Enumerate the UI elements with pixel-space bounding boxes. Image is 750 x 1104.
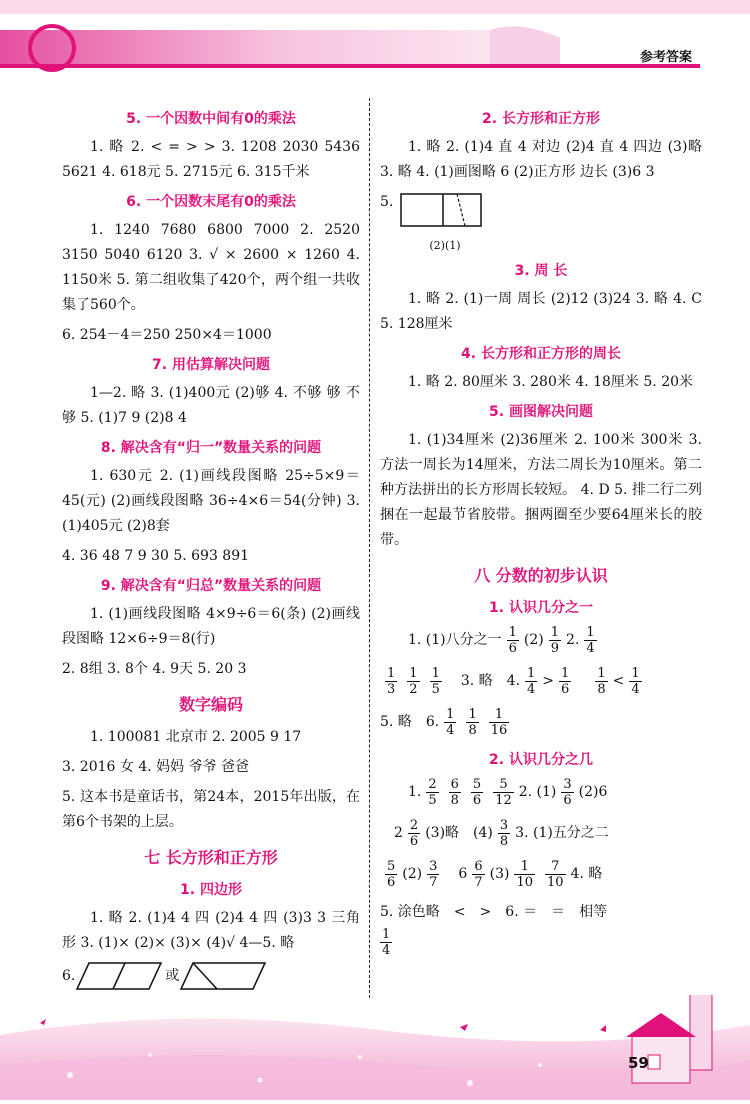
denominator: 16 (490, 723, 508, 738)
fraction (444, 707, 456, 738)
fraction-row (380, 666, 702, 697)
numerator: 1 (550, 625, 560, 640)
denominator: 6 (409, 834, 419, 849)
fraction (385, 859, 397, 890)
denominator: 5 (428, 793, 437, 808)
fraction (426, 777, 438, 808)
denominator: 4 (527, 682, 536, 697)
answer-text: 2 (394, 825, 403, 841)
answer-text: 4. 略 (570, 866, 603, 882)
fraction (430, 666, 442, 697)
denominator: 7 (474, 875, 483, 890)
answer-text: 1. 略 2. (1)4 4 四 (2)4 4 四 (3)3 3 三角形 3. (1)× (2)× (3)× (4)√ 4—5. 略 (62, 910, 360, 951)
denominator: 4 (586, 641, 595, 656)
answer-text: 1. 略 2. (1)4 直 4 对边 (2)4 直 4 四边 (3)略 3. 略 4. (1)画图略 6 (2)正方形 边长 (3)6 3 (380, 139, 702, 180)
section-title: 1. 四边形 (180, 882, 242, 898)
section-title: 2. 长方形和正方形 (482, 111, 600, 127)
denominator: 6 (508, 641, 517, 656)
numerator: 1 (586, 625, 595, 640)
chapter-title: 八 分数的初步认识 (474, 566, 608, 585)
denominator: 8 (468, 723, 477, 738)
denominator: 8 (499, 834, 509, 849)
section-title: 7. 用估算解决问题 (152, 357, 270, 373)
numerator: 1 (508, 625, 517, 640)
header-label: 参考答案 (639, 50, 692, 65)
rectangle-trapezoid-figure (399, 190, 483, 230)
or-label: 或 (165, 967, 180, 984)
answer-text: 1. 100081 北京市 2. 2005 9 17 (90, 729, 302, 745)
answer-text: 相等 (579, 904, 608, 920)
numerator: 2 (409, 818, 419, 833)
denominator: 6 (563, 793, 572, 808)
left-column (62, 104, 360, 1001)
numerator: 1 (489, 707, 510, 723)
fraction (545, 859, 566, 890)
fraction-row (380, 900, 702, 925)
numerator: 6 (450, 777, 459, 792)
section-title: 3. 周 长 (514, 263, 568, 279)
denominator: 6 (561, 682, 570, 697)
comparison-sign: > (479, 904, 492, 920)
numerator: 3 (429, 859, 438, 874)
fraction-row (380, 818, 702, 849)
fraction (449, 777, 461, 808)
fraction (408, 818, 420, 849)
question-number: 5. (380, 194, 394, 210)
answer-text: (2) (523, 632, 544, 648)
numerator: 6 (474, 859, 483, 874)
fraction (466, 707, 478, 738)
fraction (525, 666, 537, 697)
answer-text: 1. 630元 2. (1)画线段图略 25÷5×9＝45(元) (2)画线段图略 36÷4×6＝54(分钟) 3. (1)405元 (2)8套 (62, 468, 360, 534)
denominator: 7 (429, 875, 438, 890)
denominator: 4 (631, 682, 640, 697)
section-title: 4. 长方形和正方形的周长 (461, 346, 621, 362)
numerator: 5 (472, 777, 482, 792)
answer-text: ＝ (551, 904, 566, 920)
denominator: 4 (382, 943, 391, 958)
fraction (380, 927, 392, 958)
answer-text: 2. (1) (518, 784, 557, 800)
answer-text: 5. 略 (380, 714, 412, 730)
page-number: 59 (628, 1054, 649, 1072)
page-header (0, 0, 750, 95)
answer-text: 6. 254－4＝250 250×4＝1000 (62, 327, 272, 343)
answer-text: 6. (425, 714, 440, 730)
answer-text: (3)略 (425, 825, 460, 841)
comparison-sign: < (453, 904, 466, 920)
page-footer (0, 995, 750, 1100)
answer-text: 1. (1)34厘米 (2)36厘米 2. 100米 300米 3. 方法一周长为14厘米，方法二周长为10厘米。第二种方法拼出的长方形周长较短。 4. D 5. 排二行二列捆在一起最节省胶带。捆两圈至少要64厘米长的胶带。 (380, 432, 702, 548)
question-number: 6. (62, 967, 76, 984)
fraction (489, 707, 510, 738)
fraction-row (380, 927, 702, 958)
fraction (407, 666, 419, 697)
numerator: 1 (561, 666, 570, 681)
answer-text: 1. 1240 7680 6800 7000 2. 2520 3150 5040 6120 3. √ × 2600 × 1260 4. 1150米 5. 第二组收集了420个，两个组一共收集了560个。 (62, 222, 360, 313)
chapter-title: 数字编码 (178, 695, 243, 714)
answer-text: 1. (1)八分之一 (408, 632, 502, 648)
fraction-row (380, 625, 702, 656)
fraction (385, 666, 397, 697)
fraction (472, 859, 484, 890)
fraction (629, 666, 641, 697)
numerator: 3 (499, 818, 509, 833)
answer-text: 4. (506, 673, 521, 689)
comparison-sign: > (542, 673, 555, 689)
numerator: 1 (387, 666, 396, 681)
right-column (380, 104, 702, 968)
section-title: 2. 认识几分之几 (489, 752, 593, 768)
fraction (595, 666, 607, 697)
figure-label: (2)(1) (429, 239, 461, 252)
answer-text: 5. 这本书是童话书，第24本，2015年出版，在第6个书架的上层。 (62, 789, 360, 830)
denominator: 4 (446, 723, 455, 738)
fraction (498, 818, 510, 849)
numerator: 7 (545, 859, 566, 875)
answer-text: 1. (408, 784, 422, 800)
denominator: 2 (409, 682, 418, 697)
fraction (471, 777, 483, 808)
figure-block (399, 190, 483, 253)
parallelogram-split-figure (75, 961, 165, 991)
denominator: 8 (597, 682, 606, 697)
fraction (559, 666, 571, 697)
section-title: 8. 解决含有“归一”数量关系的问题 (100, 440, 322, 456)
answer-text: (2) (402, 866, 423, 882)
numerator: 5 (387, 859, 396, 874)
fraction-row (380, 777, 702, 808)
comparison-sign: < (612, 673, 625, 689)
answer-text: 6. ＝ (505, 904, 538, 920)
fraction (507, 625, 519, 656)
answer-text: 4. 36 48 7 9 30 5. 693 891 (62, 548, 250, 564)
fraction (561, 777, 573, 808)
section-title: 1. 认识几分之一 (489, 600, 593, 616)
fraction (584, 625, 596, 656)
chapter-title: 七 长方形和正方形 (144, 848, 278, 867)
denominator: 9 (550, 641, 560, 656)
denominator: 6 (472, 793, 482, 808)
numerator: 2 (428, 777, 437, 792)
answer-text: 1. (1)画线段图略 4×9÷6＝6(条) (2)画线段图略 12×6÷9＝8(行) (62, 606, 360, 647)
section-title: 6. 一个因数末尾有0的乘法 (126, 194, 296, 210)
figure-row (380, 190, 702, 253)
parallelogram-split-figure-alt (179, 961, 269, 991)
numerator: 1 (382, 927, 391, 942)
fraction-row (380, 707, 702, 738)
section-title: 9. 解决含有“归总”数量关系的问题 (100, 578, 322, 594)
fraction-row (380, 859, 702, 890)
numerator: 1 (597, 666, 606, 681)
answer-text: 2. 8组 3. 8个 4. 9天 5. 20 3 (62, 661, 247, 677)
footer-decoration (0, 995, 750, 1100)
answer-text: 1. 略 2. 80厘米 3. 280米 4. 18厘米 5. 20米 (408, 374, 694, 390)
fraction (427, 859, 439, 890)
denominator: 10 (547, 875, 564, 890)
numerator: 3 (563, 777, 572, 792)
numerator: 5 (493, 777, 514, 793)
answer-text: (3) (489, 866, 510, 882)
denominator: 3 (387, 682, 396, 697)
answer-text: 5. 涂色略 (380, 904, 440, 920)
answer-text: 6 (458, 866, 468, 882)
answer-text: 3. (1)五分之二 (515, 825, 609, 841)
header-decoration (0, 0, 750, 95)
section-title: 5. 一个因数中间有0的乘法 (126, 111, 296, 127)
denominator: 10 (516, 875, 533, 890)
answer-text: 1. 略 2. < = > > 3. 1208 2030 5436 5621 4. 618元 5. 2715元 6. 315千米 (62, 139, 360, 180)
numerator: 1 (431, 666, 440, 681)
numerator: 1 (514, 859, 535, 875)
section-title: 5. 画图解决问题 (489, 404, 593, 420)
numerator: 1 (409, 666, 418, 681)
figure-row (62, 961, 360, 991)
numerator: 1 (446, 707, 455, 722)
fraction (514, 859, 535, 890)
answer-text: (2)6 (578, 784, 608, 800)
numerator: 1 (631, 666, 640, 681)
denominator: 8 (450, 793, 459, 808)
column-divider (369, 98, 370, 998)
answer-text: 3. 略 (460, 673, 493, 689)
denominator: 5 (431, 682, 440, 697)
answer-text: 2. (566, 632, 580, 648)
answer-text: 1—2. 略 3. (1)400元 (2)够 4. 不够 够 不够 5. (1)7 9 (2)8 4 (62, 385, 360, 426)
answer-text: 1. 略 2. (1)一周 周长 (2)12 (3)24 3. 略 4. C 5. 128厘米 (380, 291, 702, 332)
fraction (549, 625, 561, 656)
answer-text: (4) (473, 825, 493, 841)
denominator: 6 (387, 875, 396, 890)
numerator: 1 (468, 707, 477, 722)
answer-text: 3. 2016 女 4. 妈妈 爷爷 爸爸 (62, 759, 250, 775)
fraction (493, 777, 514, 808)
denominator: 12 (495, 793, 512, 808)
numerator: 1 (527, 666, 536, 681)
